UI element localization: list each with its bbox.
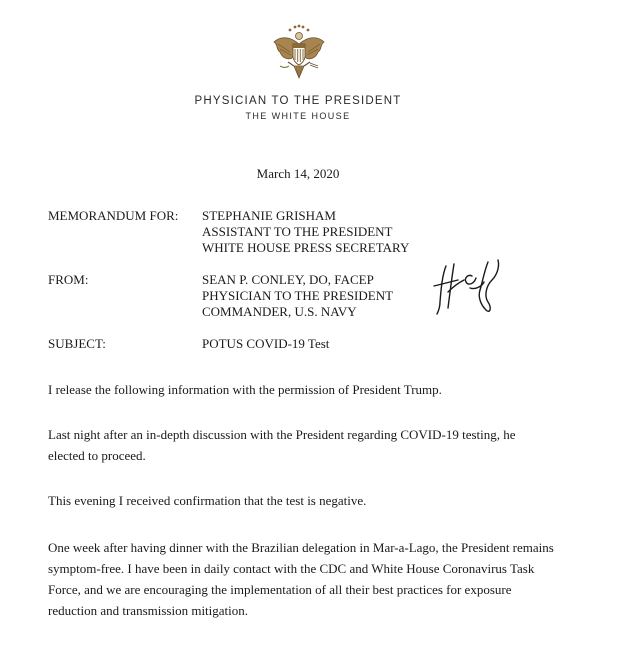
- paragraph-line: symptom-free. I have been in daily contact with the CDC and White House Coronavirus Task: [48, 561, 535, 576]
- sender-line: COMMANDER, U.S. NAVY: [202, 304, 357, 319]
- paragraph-line: This evening I received confirmation that the test is negative.: [48, 493, 367, 508]
- paragraph-line: I release the following information with the permission of President Trump.: [48, 382, 442, 397]
- paragraph-line: reduction and transmission mitigation.: [48, 603, 249, 618]
- memo-for-recipient: [202, 208, 409, 256]
- paragraph-line: Last night after an in-depth discussion with the President regarding COVID-19 testing, he: [48, 427, 516, 442]
- body-paragraph-3: [48, 490, 588, 511]
- memo-from-label: FROM:: [48, 272, 89, 287]
- recipient-line: WHITE HOUSE PRESS SECRETARY: [202, 240, 410, 255]
- paragraph-line: One week after having dinner with the Brazilian delegation in Mar-a-Lago, the President remains: [48, 540, 554, 555]
- handwritten-signature-icon: [432, 256, 508, 318]
- recipient-line: STEPHANIE GRISHAM: [202, 208, 336, 223]
- sender-line: SEAN P. CONLEY, DO, FACEP: [202, 272, 374, 287]
- presidential-seal-icon: [270, 22, 328, 84]
- body-paragraph-4: [48, 537, 588, 621]
- letterhead-subtitle: THE WHITE HOUSE: [245, 111, 351, 121]
- memo-subject-label: SUBJECT:: [48, 336, 106, 351]
- memo-from-sender: [202, 272, 393, 320]
- recipient-line: ASSISTANT TO THE PRESIDENT: [202, 224, 393, 239]
- paragraph-line: elected to proceed.: [48, 448, 146, 463]
- body-paragraph-2: [48, 424, 588, 466]
- memo-subject: POTUS COVID-19 Test: [202, 336, 330, 351]
- letterhead-title: PHYSICIAN TO THE PRESIDENT: [194, 95, 402, 107]
- memo-date: March 14, 2020: [256, 166, 340, 181]
- body-paragraph-1: [48, 379, 588, 400]
- sender-line: PHYSICIAN TO THE PRESIDENT: [202, 288, 394, 303]
- paragraph-line: Force, and we are encouraging the implementation of all their best practices for exposure: [48, 582, 512, 597]
- memo-for-label: MEMORANDUM FOR:: [48, 208, 179, 223]
